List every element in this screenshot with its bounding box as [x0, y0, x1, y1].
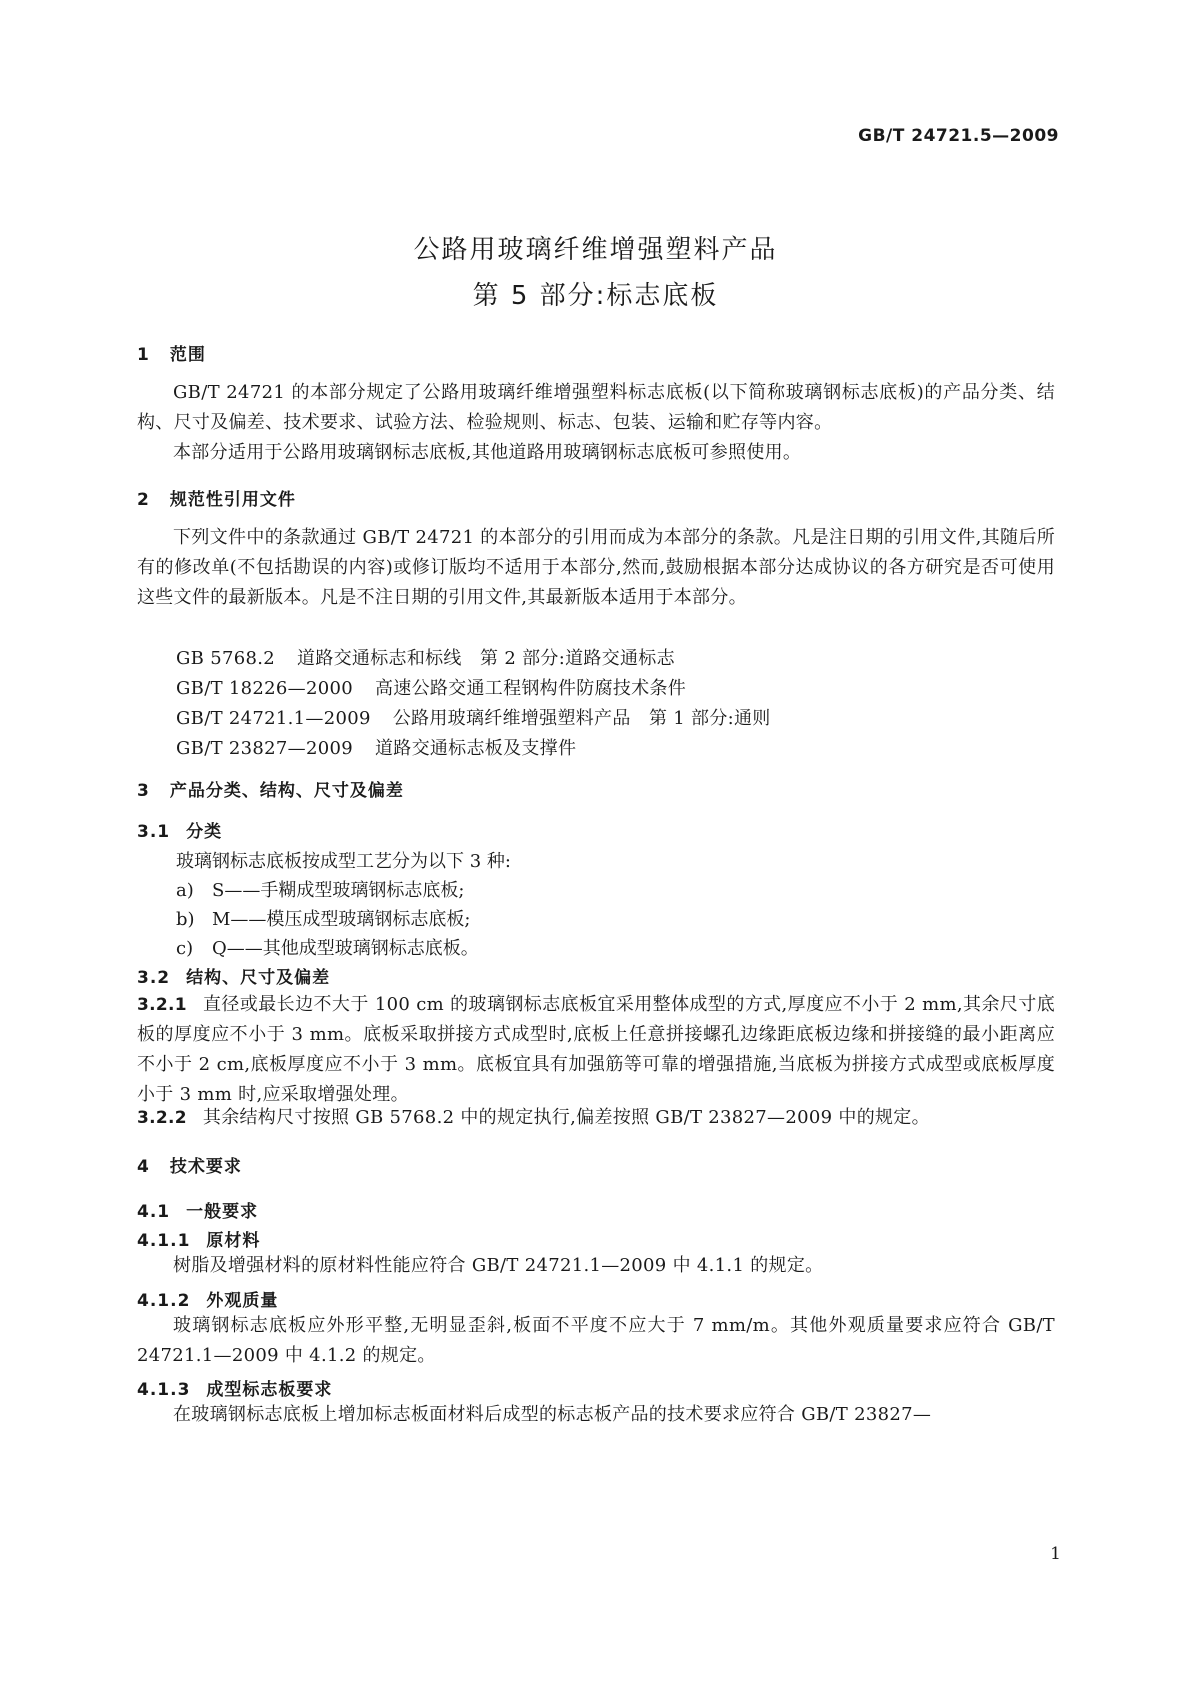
clause-number: 3.2.1	[137, 995, 187, 1015]
section-1-paragraph-2: 本部分适用于公路用玻璃钢标志底板,其他道路用玻璃钢标志底板可参照使用。	[173, 442, 802, 463]
list-item	[176, 905, 471, 931]
section-4-1-3-paragraph: 在玻璃钢标志底板上增加标志板面材料后成型的标志板产品的技术要求应符合 GB/T 23827—	[173, 1404, 932, 1425]
section-title: 成型标志板要求	[206, 1380, 333, 1400]
reference-code: GB/T 24721.1—2009	[176, 708, 371, 729]
section-3-2-heading	[137, 963, 1055, 988]
standard-number: GB/T 24721.5—2009	[858, 126, 1059, 146]
section-title: 一般要求	[186, 1202, 259, 1222]
document-title-line2: 第 5 部分:标志底板	[472, 281, 719, 311]
section-number: 3.1	[137, 822, 171, 842]
list-text: Q——其他成型玻璃钢标志底板。	[212, 938, 479, 959]
section-4-1-2-paragraph: 玻璃钢标志底板应外形平整,无明显歪斜,板面不平度不应大于 7 mm/m。其他外观质量要求应符合 GB/T 24721.1—2009 中 4.1.2 的规定。	[137, 1315, 1055, 1366]
section-number: 4.1.2	[137, 1291, 191, 1311]
reference-code: GB/T 23827—2009	[176, 738, 353, 759]
reference-code: GB 5768.2	[176, 648, 276, 669]
reference-item	[176, 734, 576, 760]
document-title-line1: 公路用玻璃纤维增强塑料产品	[413, 235, 778, 265]
reference-item	[176, 674, 686, 700]
section-1-heading	[137, 340, 1055, 365]
section-4-1-3-heading	[137, 1375, 1055, 1400]
clause-3-2-1	[137, 990, 1055, 1110]
section-title: 技术要求	[169, 1157, 242, 1177]
list-marker: b)	[176, 909, 195, 930]
clause-text: 直径或最长边不大于 100 cm 的玻璃钢标志底板宜采用整体成型的方式,厚度应不小于 2 mm,其余尺寸底板的厚度应不小于 3 mm。底板采取拼接方式成型时,底板上任意拼接螺孔边缘距底板边缘和拼接缝的最小距离应不小于 2 cm,底板厚度应不小于 3 mm。底板宜具有加强筋等可靠的增强措施,当底板为拼接方式成型或底板厚度小于 3 mm 时,应采取增强处理。	[137, 994, 1055, 1105]
section-4-1-1-paragraph: 树脂及增强材料的原材料性能应符合 GB/T 24721.1—2009 中 4.1.1 的规定。	[173, 1255, 824, 1276]
section-title: 结构、尺寸及偏差	[186, 968, 331, 988]
section-number: 4.1.1	[137, 1231, 191, 1251]
clause-text: 其余结构尺寸按照 GB 5768.2 中的规定执行,偏差按照 GB/T 23827—2009 中的规定。	[202, 1107, 930, 1128]
section-4-1-2-heading	[137, 1286, 1055, 1311]
clause-number: 3.2.2	[137, 1108, 187, 1128]
reference-title: 高速公路交通工程钢构件防腐技术条件	[374, 678, 687, 699]
clause-3-2-2	[137, 1103, 1055, 1133]
list-text: S——手糊成型玻璃钢标志底板;	[212, 880, 465, 901]
section-4-1-heading	[137, 1197, 1055, 1222]
section-title: 外观质量	[206, 1291, 279, 1311]
reference-item	[176, 704, 771, 730]
section-number: 4.1.3	[137, 1380, 191, 1400]
section-4-1-1-heading	[137, 1226, 1055, 1251]
reference-code: GB/T 18226—2000	[176, 678, 353, 699]
section-title: 原材料	[206, 1231, 261, 1251]
section-number: 4.1	[137, 1202, 171, 1222]
section-title: 规范性引用文件	[169, 490, 296, 510]
reference-item	[176, 644, 675, 670]
section-3-1-heading	[137, 817, 1055, 842]
classification-intro: 玻璃钢标志底板按成型工艺分为以下 3 种:	[176, 851, 511, 872]
section-2-heading	[137, 485, 1055, 510]
section-title: 产品分类、结构、尺寸及偏差	[169, 781, 404, 801]
section-number: 4	[137, 1157, 150, 1177]
section-number: 1	[137, 345, 150, 365]
section-3-heading	[137, 776, 1055, 801]
section-2-paragraph: 下列文件中的条款通过 GB/T 24721 的本部分的引用而成为本部分的条款。凡是注日期的引用文件,其随后所有的修改单(不包括勘误的内容)或修订版均不适用于本部分,然而,鼓励根据本部分达成协议的各方研究是否可使用这些文件的最新版本。凡是不注日期的引用文件,其最新版本适用于本部分。	[137, 527, 1055, 608]
section-title: 分类	[186, 822, 223, 842]
list-item	[176, 876, 464, 902]
section-number: 3	[137, 781, 150, 801]
section-number: 2	[137, 490, 150, 510]
section-title: 范围	[169, 345, 206, 365]
list-marker: a)	[176, 880, 194, 901]
section-1-paragraph-1: GB/T 24721 的本部分规定了公路用玻璃纤维增强塑料标志底板(以下简称玻璃钢标志底板)的产品分类、结构、尺寸及偏差、技术要求、试验方法、检验规则、标志、包装、运输和贮存等内容。	[137, 382, 1055, 433]
section-number: 3.2	[137, 968, 171, 988]
reference-title: 道路交通标志板及支撑件	[374, 738, 577, 759]
section-4-heading	[137, 1152, 1055, 1177]
page-number: 1	[1050, 1544, 1061, 1564]
list-item	[176, 934, 479, 960]
reference-title: 公路用玻璃纤维增强塑料产品 第 1 部分:通则	[392, 708, 771, 729]
list-text: M——模压成型玻璃钢标志底板;	[212, 909, 471, 930]
reference-title: 道路交通标志和标线 第 2 部分:道路交通标志	[297, 648, 675, 669]
list-marker: c)	[176, 938, 194, 959]
